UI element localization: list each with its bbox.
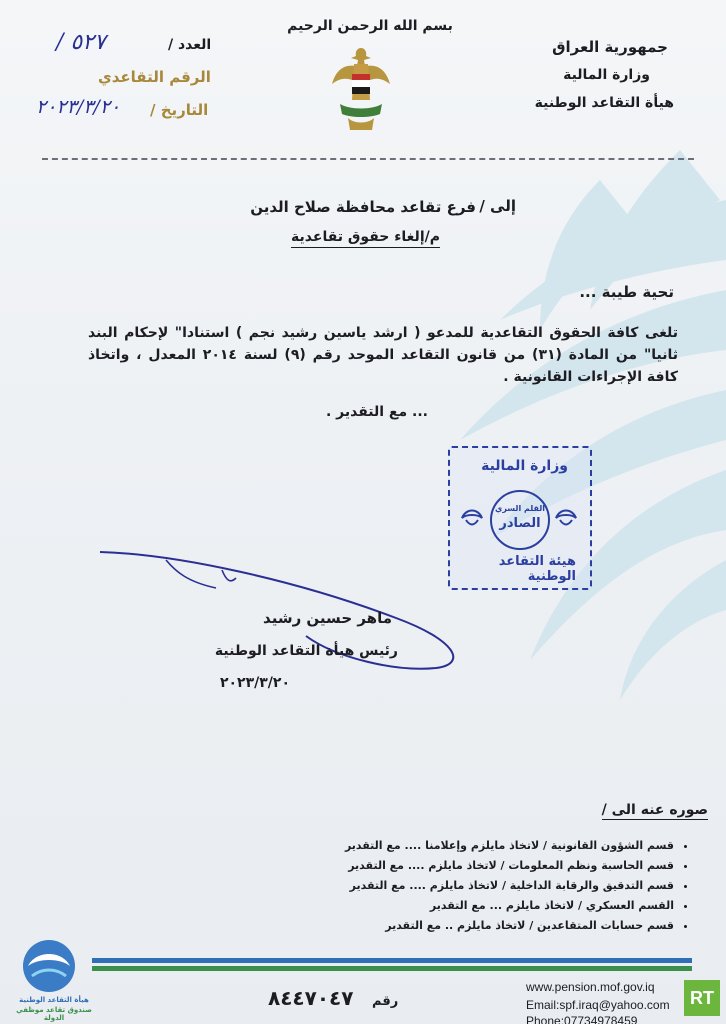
stamp-left-emblem-icon <box>460 506 484 528</box>
authority-name: هيأة التقاعد الوطنية <box>534 95 674 111</box>
pension-authority-logo-icon <box>16 936 82 994</box>
official-stamp <box>448 446 592 590</box>
serial-number: ٨٤٤٧٠٤٧ <box>268 986 354 1010</box>
email-link[interactable]: Email:spf.iraq@yahoo.com <box>526 998 670 1012</box>
footer-stripe-green <box>92 966 692 971</box>
copies-item: • قسم التدقيق والرقابة الداخلية / لاتخاذ مايلزم .... مع التقدير <box>314 876 674 896</box>
stamp-center-top-text: القلم السري <box>494 504 546 513</box>
subject-line: م/إلغاء حقوق تقاعدية <box>291 229 440 248</box>
signatory-title: رئيس هيأة التقاعد الوطنية <box>214 643 398 659</box>
rt-logo: RT <box>684 980 720 1016</box>
website-link[interactable]: www.pension.mof.gov.iq <box>526 980 655 994</box>
basmala: بسم الله الرحمن الرحيم <box>287 18 453 34</box>
copies-item: • قسم الشؤون القانونية / لاتخاذ مايلزم وإعلامنا .... مع التقدير <box>314 836 674 856</box>
greeting: تحية طيبة ... <box>579 283 674 301</box>
body-paragraph: تلغى كافة الحقوق التقاعدية للمدعو ( ارشد ياسين رشيد نجم ) استنادا" لإحكام البند ثانيا" من المادة (٣١) من قانون التقاعد الموحد رقم (٩) لسنة ٢٠١٤ المعدل ، واتخاذ كافة الإجراءات القانونية . <box>88 325 678 385</box>
stamp-bottom-text: هيئة التقاعد الوطنية <box>498 554 576 584</box>
to-label: إلى / <box>479 197 516 215</box>
country-name: جمهورية العراق <box>552 38 668 56</box>
closing-line: ... مع التقدير . <box>325 404 428 420</box>
date-value: ٢٠٢٣/٣/٢٠ <box>36 96 121 118</box>
signatory-name: ماهر حسين رشيد <box>263 609 392 627</box>
footer-stripe-blue <box>92 958 692 963</box>
copies-list <box>314 836 688 936</box>
stamp-top-text: وزارة المالية <box>481 458 568 474</box>
pension-number-label: الرقم التقاعدي <box>98 68 211 86</box>
stamp-circle <box>490 490 550 550</box>
signature-date: ٢٠٢٣/٣/٢٠ <box>219 675 290 691</box>
ministry-name: وزارة المالية <box>563 67 650 83</box>
iraq-eagle-emblem-icon <box>330 44 392 136</box>
header-divider <box>42 158 694 160</box>
stamp-center-text: الصادر <box>499 516 541 531</box>
copies-item: • قسم الحاسبة ونظم المعلومات / لاتخاذ مايلزم .... مع التقدير <box>314 856 674 876</box>
footer-logo-text-1: هيأة التقاعد الوطنية <box>19 996 89 1004</box>
copies-item: • القسم العسكري / لاتخاذ مايلزم ... مع التقدير <box>314 896 674 916</box>
addressee-name: فرع تقاعد محافظة صلاح الدين <box>250 198 476 216</box>
copies-heading: صوره عنه الى / <box>601 802 708 818</box>
number-label: العدد / <box>168 37 212 53</box>
copies-item: • قسم حسابات المتقاعدين / لاتخاذ مايلزم .. مع التقدير <box>314 916 674 936</box>
stamp-right-emblem-icon <box>554 506 578 528</box>
number-value: ٥٢٧ / <box>56 30 106 55</box>
date-label: التاريخ / <box>150 101 209 119</box>
footer-logo-text-2: صندوق تقاعد موظفي الدولة <box>16 1006 92 1022</box>
serial-label: رقم <box>372 994 399 1009</box>
phone-number: Phone:07734978459 <box>526 1014 638 1024</box>
